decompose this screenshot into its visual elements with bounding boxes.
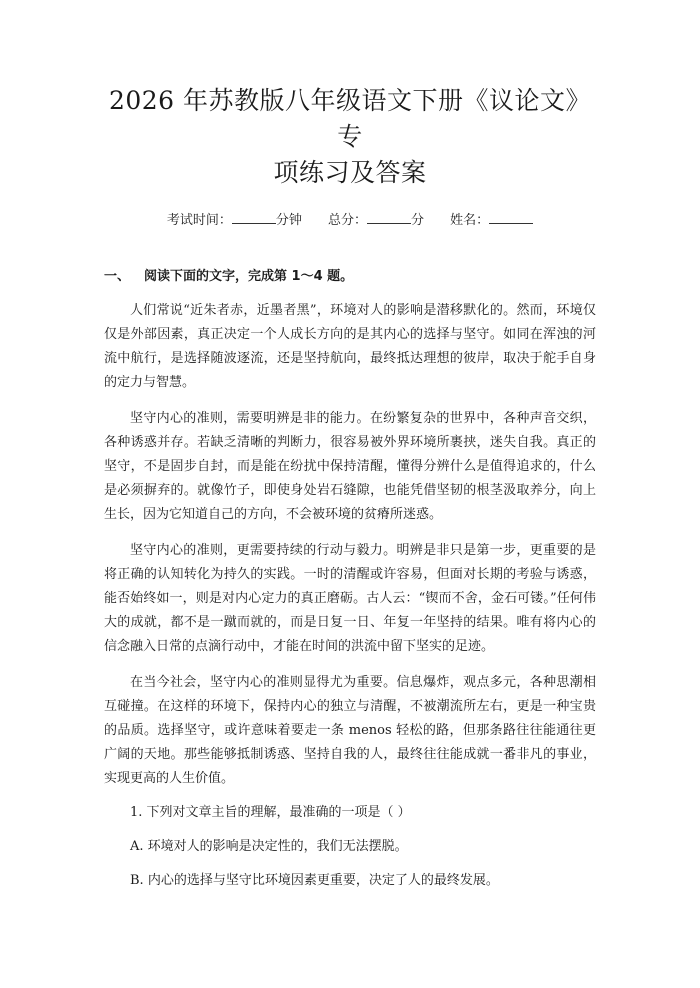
title-line-2: 项练习及答案 (273, 158, 427, 187)
student-name-blank (489, 211, 533, 224)
section-instruction: 阅读下面的文字，完成第 1～4 题。 (144, 269, 354, 284)
student-name (450, 211, 533, 231)
title-line-1: 2026 年苏教版八年级语文下册《议论文》专 (108, 86, 592, 151)
passage-paragraph-1: 人们常说“近朱者赤，近墨者黑”，环境对人的影响是潜移默化的。然而，环境仅仅是外部因素，真正决定一个人成长方向的是其内心的选择与坚守。如同在浑浊的河流中航行，是选择随波逐流，还是坚持航向，最终抵达理想的彼岸，取决于舵手自身的定力与智慧。 (104, 303, 596, 390)
exam-info-row (104, 211, 596, 231)
passage-paragraph-2: 坚守内心的准则，需要明辨是非的能力。在纷繁复杂的世界中，各种声音交织，各种诱惑并存。若缺乏清晰的判断力，很容易被外界环境所裹挟，迷失自我。真正的坚守，不是固步自封，而是能在纷扰中保持清醒，懂得分辨什么是值得追求的，什么是必须摒弃的。就像竹子，即使身处岩石缝隙，也能凭借坚韧的根茎汲取养分，向上生长，因为它知道自己的方向，不会被环境的贫瘠所迷惑。 (104, 411, 596, 522)
exam-time-label: 考试时间： (166, 213, 232, 228)
section-number: 一、 (104, 269, 131, 284)
section-heading (104, 267, 596, 287)
total-score-blank (367, 211, 411, 224)
exam-time-unit: 分钟 (275, 213, 302, 228)
total-score-unit: 分 (411, 213, 425, 228)
document-title (104, 83, 596, 191)
question-1-option-a: A. 环境对人的影响是决定性的，我们无法摆脱。 (130, 839, 408, 854)
total-score-label: 总分： (327, 213, 367, 228)
exam-time-blank (232, 211, 276, 224)
document-page (0, 83, 700, 988)
passage-paragraph-4: 在当今社会，坚守内心的准则显得尤为重要。信息爆炸，观点多元，各种思潮相互碰撞。在这样的环境下，保持内心的独立与清醒，不被潮流所左右，更是一种宝贵的品质。选择坚守，或许意味着要走一条 menos 轻松的路，但那条路往往能通往更广阔的天地。那些能够抵制诱惑、坚持自我的人，最终往往能成就一番非凡的事业，实现更高的人生价值。 (104, 675, 596, 786)
passage-paragraph-3: 坚守内心的准则，更需要持续的行动与毅力。明辨是非只是第一步，更重要的是将正确的认知转化为持久的实践。一时的清醒或许容易，但面对长期的考验与诱惑，能否始终如一，则是对内心定力的真正磨砺。古人云：“锲而不舍，金石可镂。”任何伟大的成就，都不是一蹴而就的，而是日复一日、年复一年坚持的结果。唯有将内心的信念融入日常的点滴行动中，才能在时间的洪流中留下坚实的足迹。 (104, 543, 596, 654)
exam-time (167, 211, 302, 231)
question-1: 1. 下列对文章主旨的理解，最准确的一项是（ ） (130, 805, 411, 820)
total-score (328, 211, 424, 231)
student-name-label: 姓名： (450, 213, 490, 228)
question-1-option-b: B. 内心的选择与坚守比环境因素更重要，决定了人的最终发展。 (130, 873, 499, 888)
